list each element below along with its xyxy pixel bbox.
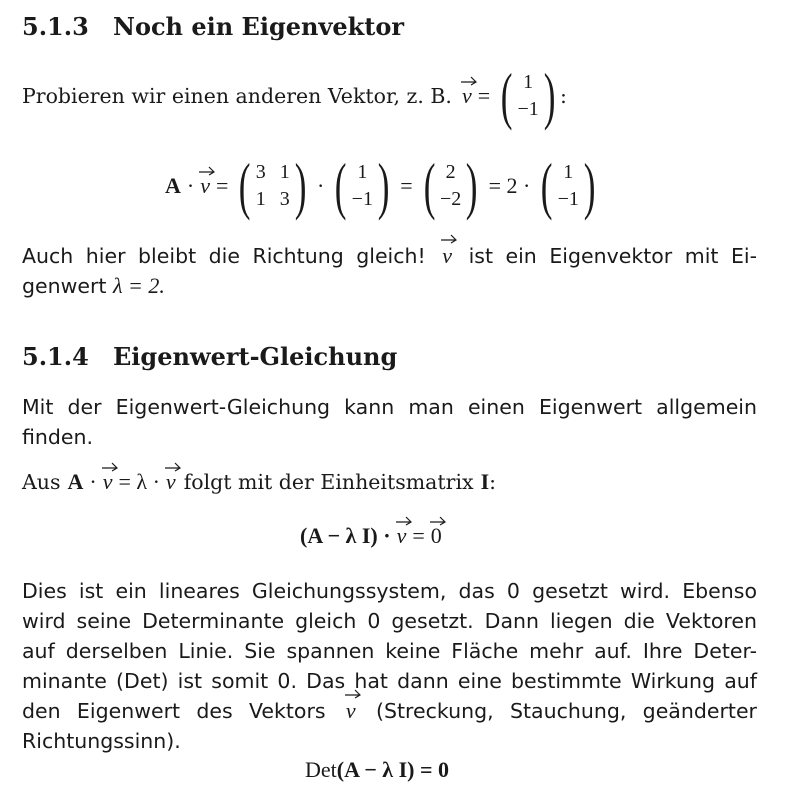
vector-arrow-icon [344,687,362,699]
section-number: 5.1.4 [22,342,89,371]
vector-arrow-icon [395,514,413,526]
zero-vector: 0 [431,523,442,549]
paragraph-eigenwert-intro: Mit der Eigenwert-Gleichung kann man einen Eigenwert allgemein finden. [22,395,757,449]
eigenvalue-equation: (A − λ I) · v = 0 [300,518,442,554]
matrix-entry: 1 [255,188,266,210]
section-title: Eigenwert-Gleichung [113,342,398,371]
equals-sign: = [477,83,491,108]
lambda-value: λ = 2. [113,273,165,298]
matrix-entry: 3 [279,188,290,210]
vector-v-symbol: v [442,241,452,271]
section-heading-5-1-3 [22,12,404,41]
vector-1: ( 1 −1 ) [335,150,390,221]
determinant-equation: Det (A − λ I) = 0 [305,757,450,782]
matrix-equation: A · v = ( 3 1 1 3 ) · ( 1 −1 ) = ( 2 −2 ) = 2 · ( 1 −1 ) [165,150,600,222]
vector-v-symbol: v [462,83,472,109]
matrix-entry: 3 [255,161,266,183]
vector-v-symbol: v [200,173,210,199]
vector-v-symbol: v [397,523,407,549]
vector-entry: −1 [517,98,539,120]
vector-v-symbol: v [346,696,356,726]
aus-line: Aus A · v = λ · v folgt mit der Einheitsmatrix I : [22,466,496,498]
equation-lhs: (A − λ I) · [300,523,391,548]
matrix-A-symbol: A [165,173,181,198]
colon: : [560,84,567,108]
vector-v-symbol: v [103,469,113,495]
section-number: 5.1.3 [22,12,89,41]
vector-arrow-icon [429,514,447,526]
intro-line [22,62,567,130]
paragraph-determinant: Dies ist ein lineares Gleichungssystem, das 0 gesetzt wird. Ebenso wird seine Determinante gleich 0 gesetzt. Dann liegen die Vektoren auf derselben Linie. Sie spannen keine Fläche mehr auf. Ihre Deter- minante (Det) ist somit 0. Das hat dann eine bestimmte Wirkung auf den Eigenwert des Vektors v (Streckung, Stauchung, geänderter Richtungssinn). [22,579,757,753]
vector-arrow-icon [164,460,182,472]
paragraph-eigenvector: Auch hier bleibt die Richtung gleich! v ist ein Eigenvektor mit Ei- genwert λ = 2. [22,241,757,301]
vector-v-symbol: v [166,469,176,495]
intro-text: Probieren wir einen anderen Vektor, z. B. [22,84,452,108]
intro-vector: ( 1 −1 ) [500,60,556,131]
section-heading-5-1-4 [22,342,397,371]
vector-arrow-icon [440,232,458,244]
vector-3: ( 1 −1 ) [541,150,596,221]
vector-2: ( 2 −2 ) [423,150,478,221]
vector-arrow-icon [101,460,119,472]
scalar-equals: = 2 · [488,173,531,198]
section-title: Noch ein Eigenvektor [113,12,405,41]
matrix-A: ( 3 1 1 3 ) [239,150,307,221]
matrix-entry: 1 [279,161,290,183]
vector-arrow-icon [198,164,216,176]
vector-entry: 1 [523,71,534,93]
vector-arrow-icon [460,74,478,86]
